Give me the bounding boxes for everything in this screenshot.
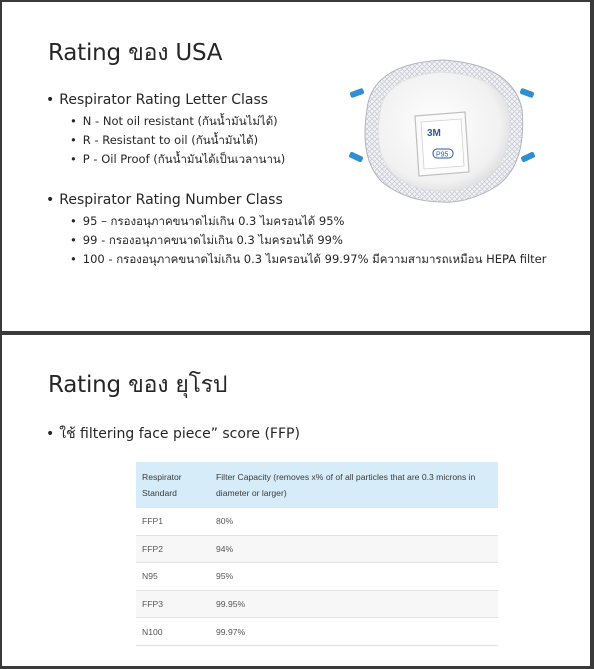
- cell-standard: FFP3: [136, 590, 210, 618]
- cell-capacity: 99.95%: [210, 590, 498, 618]
- letter-class-item: • R - Resistant to oil (กันน้ำมันได้): [70, 132, 258, 150]
- respirator-mask-icon: [347, 54, 537, 204]
- table-header-row: [136, 462, 498, 508]
- cell-capacity: 99.97%: [210, 618, 498, 646]
- number-class-item: • 100 - กรองอนุภาคขนาดไม่เกิน 0.3 ไมครอนได้ 99.97% มีความสามารถเหมือน HEPA filter: [70, 251, 546, 269]
- ffp-bullet: • ใช้ filtering face piece” score (FFP): [46, 423, 300, 445]
- cell-capacity: 94%: [210, 535, 498, 563]
- slide-europe-rating: [2, 335, 590, 666]
- table-row: [136, 590, 498, 618]
- number-class-item: • 99 - กรองอนุภาคขนาดไม่เกิน 0.3 ไมครอนได้ 99%: [70, 232, 343, 250]
- header-filter-capacity: Filter Capacity (removes x% of of all particles that are 0.3 microns in diameter or larger): [210, 462, 498, 508]
- table-row: [136, 563, 498, 591]
- mask-brand: 3M: [427, 128, 441, 139]
- cell-capacity: 80%: [210, 508, 498, 535]
- letter-class-item: • P - Oil Proof (กันน้ำมันได้เป็นเวลานาน): [70, 151, 285, 169]
- table-row: [136, 618, 498, 646]
- table-row: [136, 508, 498, 535]
- slide-title: Rating ของ USA: [48, 40, 223, 66]
- slide-usa-rating: [2, 2, 590, 331]
- header-standard: Respirator Standard: [136, 462, 210, 508]
- cell-standard: FFP2: [136, 535, 210, 563]
- slide-title: Rating ของ ยุโรป: [48, 372, 228, 398]
- table-row: [136, 535, 498, 563]
- cell-capacity: 95%: [210, 563, 498, 591]
- cell-standard: FFP1: [136, 508, 210, 535]
- mask-rating: P95: [436, 151, 449, 159]
- letter-class-item: • N - Not oil resistant (กันน้ำมันไม่ได้): [70, 113, 278, 131]
- number-class-heading: • Respirator Rating Number Class: [46, 192, 283, 208]
- cell-standard: N100: [136, 618, 210, 646]
- letter-class-heading: • Respirator Rating Letter Class: [46, 92, 268, 108]
- number-class-item: • 95 – กรองอนุภาคขนาดไม่เกิน 0.3 ไมครอนได้ 95%: [70, 213, 345, 231]
- ffp-table: [136, 462, 498, 646]
- cell-standard: N95: [136, 563, 210, 591]
